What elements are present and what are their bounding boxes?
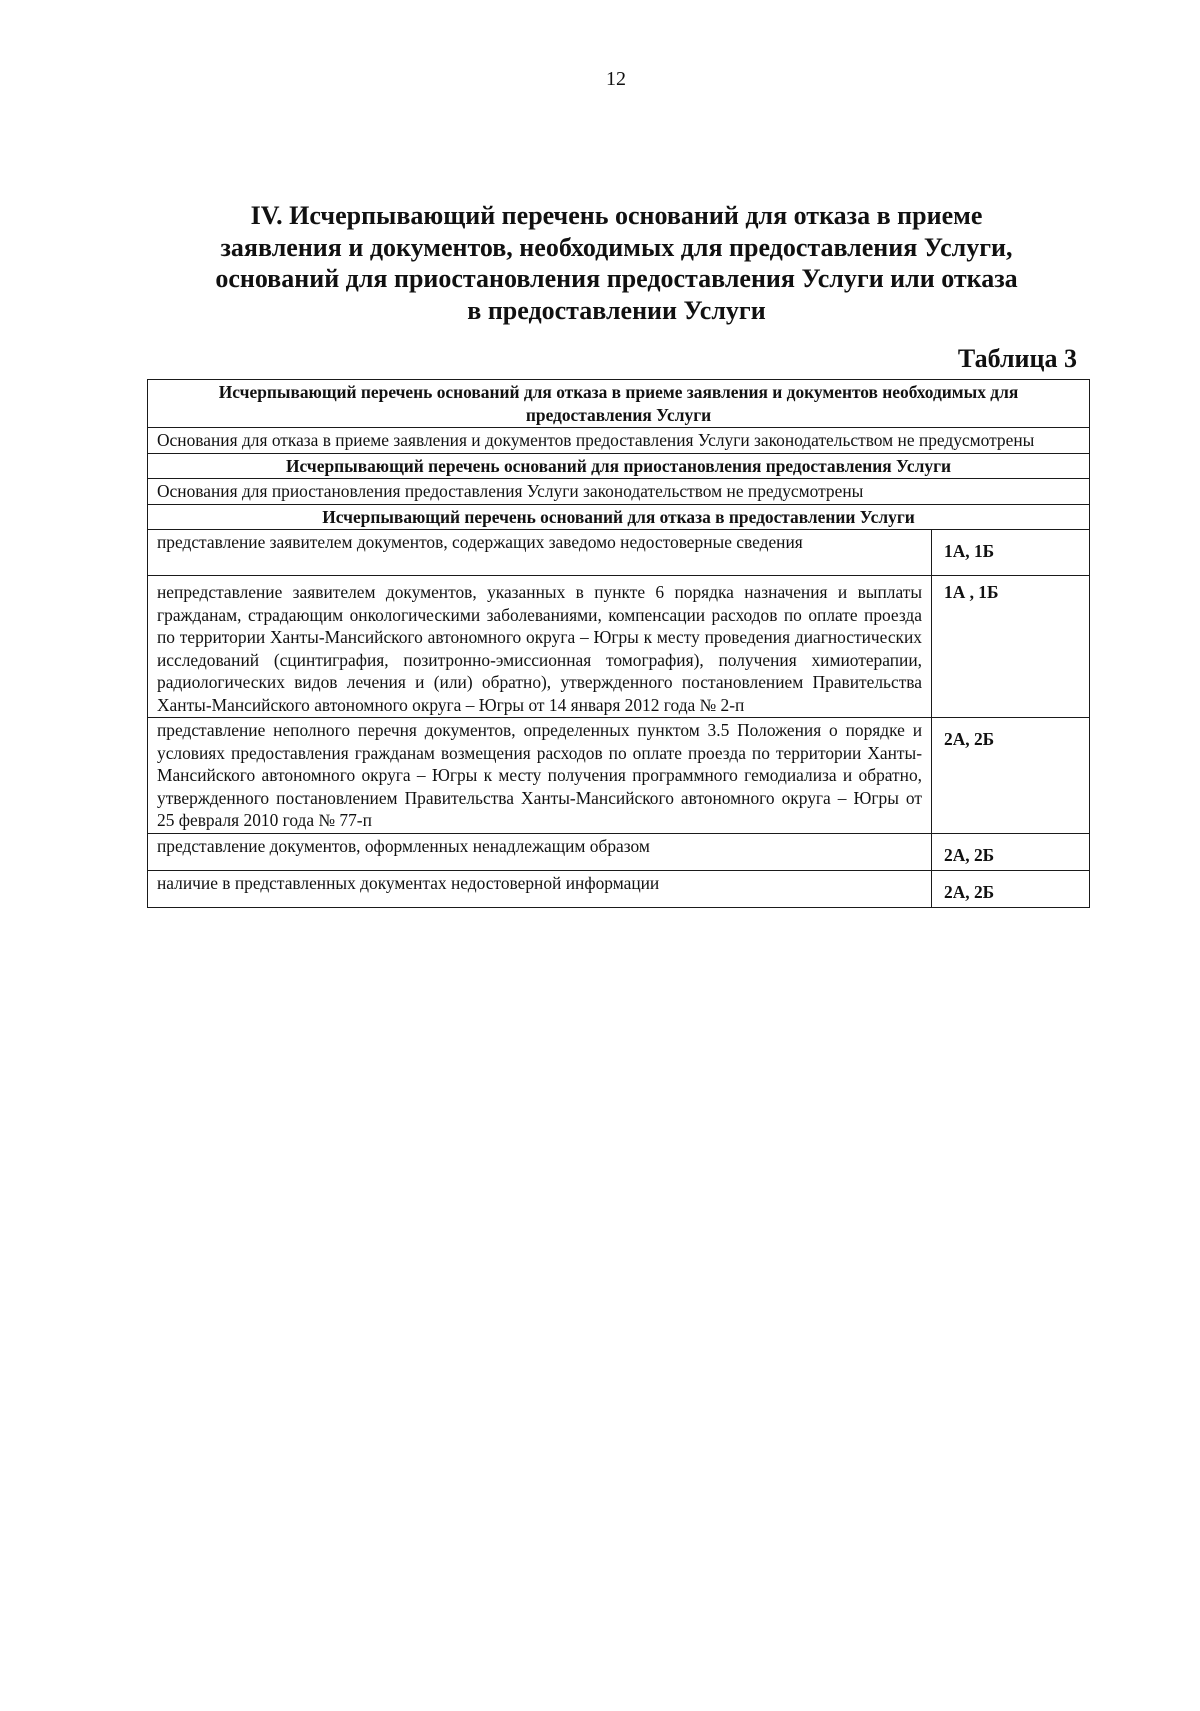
table-row (148, 380, 1090, 428)
section-heading (150, 200, 1083, 326)
table-row (148, 833, 1090, 870)
table-label: Таблица 3 (957, 344, 1077, 373)
table-row (148, 504, 1090, 530)
codes-cell: 2А, 2Б (932, 870, 1090, 907)
codes-cell: 1А, 1Б (932, 530, 1090, 576)
table-row (148, 428, 1090, 454)
section-3-title: Исчерпывающий перечень оснований для отказа в предоставлении Услуги (148, 504, 1090, 530)
section-2-text: Основания для приостановления предоставления Услуги законодательством не предусмотрены (148, 479, 1090, 505)
reason-cell: представление заявителем документов, содержащих заведомо недостоверные сведения (148, 530, 932, 576)
codes-cell: 1А , 1Б (932, 576, 1090, 718)
codes-cell: 2А, 2Б (932, 833, 1090, 870)
codes-cell: 2А, 2Б (932, 718, 1090, 834)
table-row (148, 530, 1090, 576)
section-heading-line-3: оснований для приостановления предоставления Услуги или отказа (215, 264, 1018, 293)
table-row (148, 576, 1090, 718)
table-row (148, 718, 1090, 834)
section-heading-line-4: в предоставлении Услуги (467, 295, 766, 325)
reason-cell: представление неполного перечня документов, определенных пунктом 3.5 Положения о порядке и условиях предоставления гражданам возмещения расходов по оплате проезда по территории Ханты-Мансийского автономного округа – Югры к месту получения программного гемодиализа и обратно, утвержденного постановлением Правительства Ханты-Мансийского автономного округа – Югры от 25 февраля 2010 года № 77-п (148, 718, 932, 834)
section-2-title: Исчерпывающий перечень оснований для приостановления предоставления Услуги (148, 453, 1090, 479)
table-row (148, 870, 1090, 907)
section-heading-line-2: заявления и документов, необходимых для предоставления Услуги, (220, 232, 1013, 262)
reason-cell: представление документов, оформленных ненадлежащим образом (148, 833, 932, 870)
section-heading-line-1: IV. Исчерпывающий перечень оснований для отказа в приеме (250, 201, 983, 230)
table-row (148, 479, 1090, 505)
section-1-title: Исчерпывающий перечень оснований для отказа в приеме заявления и документов необходимых для предоставления Услуги (148, 380, 1090, 428)
section-1-text: Основания для отказа в приеме заявления и документов предоставления Услуги законодательством не предусмотрены (148, 428, 1090, 454)
reason-cell: наличие в представленных документах недостоверной информации (148, 870, 932, 907)
table-row (148, 453, 1090, 479)
reason-cell: непредставление заявителем документов, указанных в пункте 6 порядка назначения и выплаты гражданам, страдающим онкологическими заболеваниями, компенсации расходов по оплате проезда по территории Ханты-Мансийского автономного округа – Югры к месту проведения диагностических исследований (сцинтиграфия, позитронно-эмиссионная томография), получения химиотерапии, радиологических видов лечения и (или) обратно), утвержденного постановлением Правительства Ханты-Мансийского автономного округа – Югры от 14 января 2012 года № 2-п (148, 576, 932, 718)
reasons-table (147, 379, 1090, 908)
page-number: 12 (606, 68, 626, 90)
